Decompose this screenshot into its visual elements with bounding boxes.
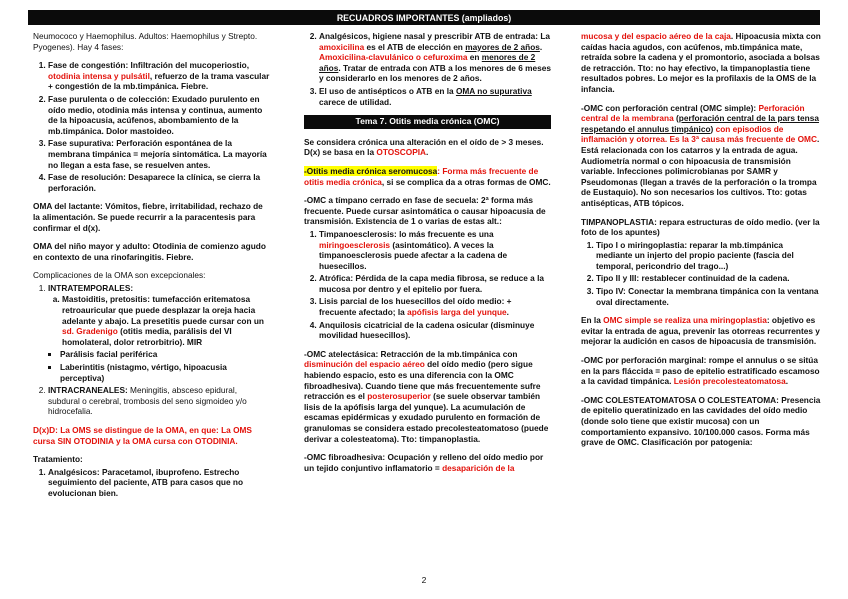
central-text: ( bbox=[673, 113, 679, 124]
seromucosa-highlight: -Otitis media crónica seromucosa bbox=[304, 165, 438, 176]
tipo-item: 2. Tipo II y III: restablecer continuidad de la cadena. bbox=[596, 273, 821, 284]
secuela-text: . bbox=[506, 307, 509, 318]
intratemporal-bullets bbox=[48, 349, 271, 383]
mayores-underline: mayores de 2 años bbox=[465, 41, 540, 52]
desaparicion-highlight: desaparición de la bbox=[442, 462, 515, 473]
secuela-text: Lisis parcial de los huesecillos del oído medio: + frecuente afectado; la bbox=[319, 296, 512, 318]
treatment-list-cont bbox=[304, 31, 551, 107]
central-text: . Está relacionada con los catarros y la entrada de agua. Audiometría normal o con hipoacusia de transmisión variable. Infecciones polimicrobianas por SAMR y Pseudomonas (llegan a través de la perforación o la trompa de Eustaquio). No son necesarios los cultivos. Tto: gotas antisépticas, ATB tópicos. bbox=[581, 134, 820, 208]
phase-item bbox=[48, 60, 271, 92]
dx-note: D(x)D: La OMS se distingue de la OMA, en que: La OMS cursa SIN OTODINIA y la OMA cursa con OTODINIA. bbox=[33, 425, 252, 446]
otorrea-highlight: con episodios de inflamación y otorrea. Es la 3ª causa más frecuente de OMC bbox=[581, 123, 817, 145]
column-3 bbox=[581, 31, 821, 456]
column-1 bbox=[33, 31, 271, 507]
secuelas-list bbox=[304, 229, 551, 341]
trat-text: Analgésicos, higiene nasal y prescribir ATB de entrada: La bbox=[319, 31, 550, 41]
page-number: 2 bbox=[421, 575, 427, 585]
tipo-item: 1. Tipo I o miringoplastia: reparar la mb.timpánica mediante un injerto del propio paciente (fascia del temporal, pericondrio del trago...) bbox=[596, 240, 821, 272]
timpanoplastia-intro: TIMPANOPLASTIA: repara estructuras de oído medio. (ver la foto de los apuntes) bbox=[581, 216, 820, 238]
secuela-text: Timpanoesclerosis: lo más frecuente es una bbox=[319, 228, 494, 239]
miringoplastia-paragraph bbox=[581, 315, 821, 347]
timpano-cerrado-paragraph: -OMC a tímpano cerrado en fase de secuela: 2ª forma más frecuente. Puede cursar asintomática o causar hipoacusia de transmisión. Existencia de 1 o varias de estas alt.: bbox=[304, 195, 546, 227]
trat-text: El uso de antisépticos o ATB en la bbox=[319, 85, 456, 96]
tipo-item: 3. Tipo IV: Conectar la membrana timpánica con la ventana oval directamente. bbox=[596, 286, 821, 307]
complications-list bbox=[33, 283, 271, 417]
secuela-item: 2. Atrófica: Pérdida de la capa media fibrosa, se reduce a la mucosa por dentro y el epitelio por fuera. bbox=[319, 273, 551, 294]
precolesteatoma-highlight: Lesión precolesteatomatosa bbox=[673, 376, 786, 387]
secuela-item bbox=[319, 229, 551, 271]
intracraneales-text: Meningitis, absceso epidural, subdural o cerebral, trombosis del seno sigmoideo y/o hidrocefalia. bbox=[48, 385, 247, 417]
def-text: Se considera crónica una alteración en el oído de > 3 meses. D(x) se basa en la bbox=[304, 136, 544, 158]
phase-text: Fase supurativa: Perforación espontánea de la membrana timpánica = mejoría sintomática. La mayoría no llegan a esta fase, se resuelven antes. bbox=[48, 138, 267, 170]
oma-lactante: OMA del lactante: Vómitos, fiebre, irritabilidad, rechazo de la alimentación. Se puede recurrir a la paracentesis para confirmar el d(x). bbox=[33, 201, 263, 233]
seromucosa-paragraph bbox=[304, 166, 551, 187]
otoscopia-highlight: OTOSCOPIA bbox=[376, 147, 427, 158]
trat-text: en bbox=[467, 52, 482, 63]
trat-text: carece de utilidad. bbox=[319, 96, 392, 107]
miringoplastia-highlight: OMC simple se realiza una miringoplastia bbox=[603, 315, 767, 326]
miringo-text: : objetivo es evitar la entrada de agua, prevenir las otorreas recurrentes y mejorar la audición en casos de hipoacusia de transmisión. bbox=[581, 315, 820, 347]
pars-tensa-underline: perforación central de la pars tensa respetando el annulus timpánico bbox=[581, 113, 819, 134]
phase-item bbox=[48, 138, 271, 170]
complications-title: Complicaciones de la OMA son excepcionales: bbox=[33, 270, 206, 281]
yunque-highlight: apófisis larga del yunque bbox=[407, 307, 507, 318]
paralisis-item: ▪ Parálisis facial periférica bbox=[60, 349, 271, 360]
atel-text: (se suele observar también lisis de la apófisis larga del yunque). La acumulación de escamas epidérmicas y exudado purulento en formación de granulomas se considera estado precolesteatomatoso (puede derivar a colesteatoma). Tto: timpanoplastia. bbox=[304, 391, 549, 444]
intracraneales-title: INTRACRANEALES: bbox=[48, 385, 128, 396]
amoxiclav-highlight: Amoxicilina-clavulánico o cefuroxima bbox=[319, 52, 468, 63]
secuela-item bbox=[319, 296, 551, 317]
def-text: . bbox=[426, 147, 429, 158]
central-text: -OMC con perforación central (OMC simple): bbox=[581, 102, 759, 113]
phase-text: Fase de resolución: Desaparece la clínica, se cierra la perforación. bbox=[48, 172, 261, 193]
phase-item bbox=[48, 94, 271, 136]
trat-text: . bbox=[539, 41, 543, 52]
phases-list bbox=[33, 60, 271, 193]
intro-span: Neumococo y Haemophilus. Adultos: Haemophilus y Strepto. Pyogenes). Hay 4 fases: bbox=[33, 31, 258, 52]
fibro-cont-text: . Hipoacusia mixta con caídas hacia agudos, con acúfenos, mb.timpánica mate, retraída sobre la cadena y el promontorio, asociada a bolsas de retracción. Tto: no hay efectivo, la timpanoplastia tiene resultados pobres. Lo mejor es la profilaxis de la OMS de la infancia. bbox=[581, 31, 821, 94]
gradenigo-highlight: sd. Gradenigo bbox=[62, 326, 118, 337]
secuela-item: 4. Anquilosis cicatricial de la cadena osicular (disminuye movilidad huesecillos). bbox=[319, 320, 551, 341]
phase-item bbox=[48, 172, 271, 193]
laberintitis-item: ▪ Laberintitis (nistagmo, vértigo, hipoacusia perceptiva) bbox=[60, 362, 271, 383]
page-header-title: RECUADROS IMPORTANTES (ampliados) bbox=[336, 12, 512, 23]
phase-highlight: otodinia intensa y pulsátil bbox=[48, 70, 150, 81]
mucosa-highlight: mucosa y del espacio aéreo de la caja bbox=[581, 31, 731, 41]
intratemporal-list bbox=[48, 294, 271, 347]
posterosuperior-highlight: posterosuperior bbox=[367, 391, 431, 402]
central-paragraph bbox=[581, 103, 821, 209]
fibroadhesiva-paragraph bbox=[304, 452, 551, 473]
colesteatoma-paragraph: -OMC COLESTEATOMATOSA O COLESTEATOMA: Presencia de epitelio queratinizado en las cavidades del oído medio (donde solo tiene que existir mucosa) con un comportamiento expansivo. 10/100.000 casos. Forma más grave de OMC. Clasificación por patogenia: bbox=[581, 394, 821, 448]
treatment-item bbox=[319, 86, 551, 107]
treatment-list bbox=[33, 467, 271, 499]
secuela-text: (asintomático). A veces la timpanoesclerosis puede afectar a la cadena de huesecillos. bbox=[319, 239, 508, 271]
treatment-item: 1. Analgésicos: Paracetamol, ibuprofeno. Estrecho seguimiento del paciente, ATB para casos que no evolucionan bien. bbox=[48, 467, 271, 499]
atel-text: -OMC atelectásica: Retracción de la mb.timpánica con bbox=[304, 348, 518, 359]
marginal-text: . bbox=[785, 376, 789, 387]
amoxicilina-highlight: amoxicilina bbox=[319, 41, 365, 52]
column-2 bbox=[304, 31, 551, 481]
atel-text: del oído medio (pero sigue habiendo espacio, esto es una diferencia con la OMC fibroadhesiva). Cuando tiene que más frecuentemente sufre retracción es el bbox=[304, 359, 541, 402]
complication-item bbox=[48, 283, 271, 383]
atelectasica-paragraph bbox=[304, 349, 551, 444]
page-header-bar bbox=[28, 10, 820, 25]
fibro-text: -OMC fibroadhesiva: Ocupación y relleno del oído medio por un tejido conjuntivo inflamatorio = bbox=[304, 452, 544, 473]
fibroadhesiva-cont bbox=[581, 31, 821, 95]
mastoiditis-item bbox=[62, 294, 271, 347]
phase-text: , refuerzo de la trama vascular + congestión de la mb.timpánica. Fiebre. bbox=[48, 70, 270, 92]
menores-underline: menores de 2 años bbox=[319, 52, 536, 73]
intro-text bbox=[33, 31, 271, 52]
central-text: ) bbox=[710, 123, 716, 134]
treatment-title: Tratamiento: bbox=[33, 454, 83, 465]
oma-no-supurativa: OMA no supurativa bbox=[455, 85, 532, 96]
espacio-aereo-highlight: disminución del espacio aéreo bbox=[304, 359, 425, 370]
oma-nino: OMA del niño mayor y adulto: Otodinia de comienzo agudo en contexto de una rinofaringitis. Fiebre. bbox=[33, 241, 266, 262]
treatment-item bbox=[319, 31, 551, 84]
mastoid-text: Mastoiditis, pretositis: tumefacción eritematosa retroauricular que puede desplazar la oreja hacia adelante y abajo. La presetitis puede cursar con un bbox=[62, 294, 264, 326]
central-highlight: Perforación central de la membrana bbox=[581, 102, 805, 124]
omc-definition bbox=[304, 137, 551, 158]
section-heading-tema7: Tema 7. Otitis media crónica (OMC) bbox=[304, 115, 551, 129]
seromucosa-red: : Forma más frecuente de otitis media crónica bbox=[304, 165, 539, 187]
miringoesclerosis-highlight: miringoesclerosis bbox=[319, 239, 391, 250]
marginal-paragraph bbox=[581, 355, 821, 387]
miringo-text: En la bbox=[581, 315, 604, 326]
mastoid-text: (otitis media, parálisis del VI homolateral, dolor retrorbitrio). MIR bbox=[62, 326, 232, 347]
seromucosa-text: , si se complica da a otras formas de OMC. bbox=[381, 176, 551, 187]
timpanoplastia-list bbox=[581, 240, 821, 308]
trat-text: . Tratar de entrada con ATB a los menores de 6 meses y considerarlo en los menores de 2 años. bbox=[319, 62, 551, 84]
phase-text: Fase de congestión: Infiltración del mucoperiostio, bbox=[48, 60, 249, 71]
phase-text: Fase purulenta o de colección: Exudado purulento en oído medio, otodinia más intensa y continua, aumento de la hipoacusia, acúfenos, abombamiento de la mb.timpánica. Dolor mastoideo. bbox=[48, 93, 263, 136]
intratemporales-title: INTRATEMPORALES: bbox=[48, 282, 134, 293]
complication-item bbox=[48, 385, 271, 417]
marginal-text: -OMC por perforación marginal: rompe el annulus o se sitúa en la pars fláccida = paso de epitelio estratificado escamoso a la cavidad timpánica. bbox=[581, 355, 820, 387]
trat-text: es el ATB de elección en bbox=[364, 41, 466, 52]
